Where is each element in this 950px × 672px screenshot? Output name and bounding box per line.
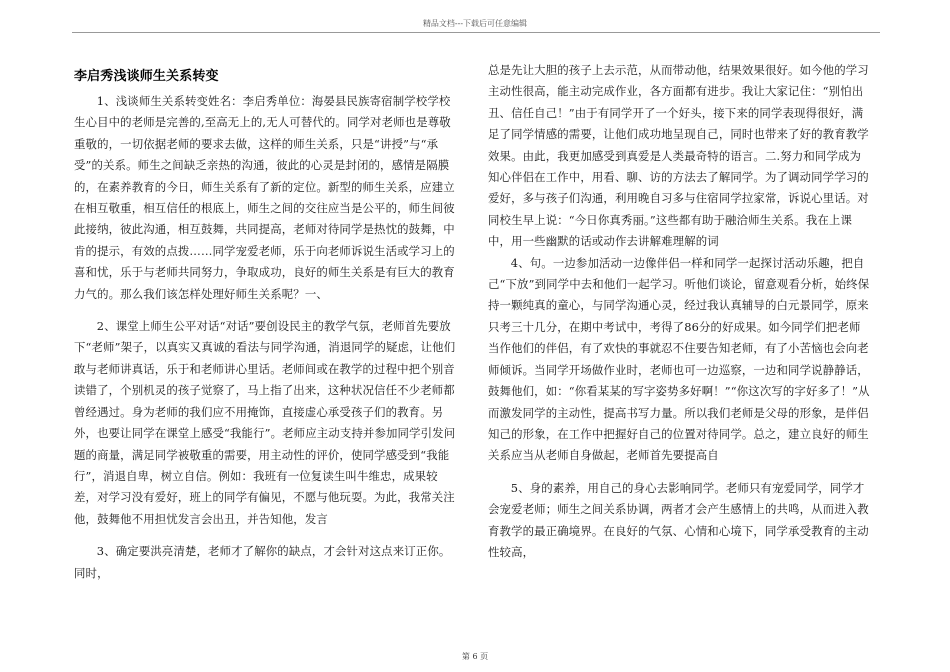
paragraph-5: 5、身的素养，用自己的身心去影响同学。老师只有宠爱同学，同学才会宠爱老师；师生之间关系协调，两者才会产生感情上的共鸣，从而进入教育教学的最正确境界。在良好的气氛、心情和心境下，同学承受教育的主动性较高， (488, 480, 869, 559)
header-divider (72, 32, 880, 33)
paragraph-3-continued: 总是先让大胆的孩子上去示范，从而带动他，结果效果很好。如今他的学习主动性很高，能主动完成作业，各方面都有进步。我让大家记住：“别怕出丑、信任自己！”由于有同学开了一个好头，接下来的同学表现得很好，满足了同学情感的需要，让他们成功地呈现自己，同时也带来了好的教育教学效果。由此，我更加感受到真爱是人类最奇特的语言。二.努力和同学成为知心伴侣在工作中，用看、聊、访的方法去了解同学。为了调动同学学习的爱好，多与孩子们沟通，利用晚自习多与住宿同学拉家常，诉说心里话。对同校生早上说：“今日你真秀丽。”这些都有助于融洽师生关系。我在上课中，用一些幽默的话或动作去讲解难理解的词 (488, 63, 869, 249)
page-number: 第 6 页 (461, 652, 489, 661)
paragraph-1: 1、浅谈师生关系转变姓名：李启秀单位：海晏县民族寄宿制学校学校生心目中的老师是完善的,至高无上的,无人可替代的。同学对老师也是尊敬重敬的，一切依据老师的要求去做，这样的师生关系，只是“讲授”与“承受”的关系。师生之间缺乏亲热的沟通，彼此的心灵是封闭的，感情是隔膜的，在素养教育的今日，师生关系有了新的定位。新型的师生关系，应建立在相互敬重，相互信任的根底上，师生之间的交往应当是公平的，师生间彼此接纳，彼此沟通，相互鼓舞，共同提高，老师对待同学是热忱的鼓舞，中肯的提示，有效的点拨……同学宠爱老师，乐于向老师诉说生活或学习上的喜和忧，乐于与老师共同努力，争取成功，良好的师生关系是有巨大的教育力气的。那么我们该怎样处理好师生关系呢？一、 (74, 94, 455, 301)
document-title: 李启秀浅谈师生关系转变 (74, 69, 219, 84)
left-column (74, 60, 458, 584)
paragraph-2: 2、课堂上师生公平对话“对话”要创设民主的教学气氛，老师首先要放下“老师”架子，以真实又真诚的看法与同学沟通，消退同学的疑虑，让他们敢与老师讲真话，乐于和老师讲心里话。老师间或在教学的过程中把个别音读错了，个别机灵的孩子觉察了，马上指了出来，这种状况信任不少老师都曾经遇过。身为老师的我们应不用掩饰，直接虚心承受孩子们的教育。另外，也要让同学在课堂上感受“我能行”。老师应主动支持并参加同学引发问题的商量，满足同学被敬重的需要，用主动性的评价，使同学感受到“我能行”，消退自卑，树立自信。例如：我班有一位复读生叫牛维忠，成果较差，对学习没有爱好，班上的同学有偏见，不愿与他玩耍。为此，我常关注他，鼓舞他不用担忧发言会出丑，并告知他，发言 (74, 319, 456, 526)
page-header: 精品文档---下载后可任意编辑 (422, 19, 528, 28)
paragraph-4: 4、句。一边参加活动一边像伴侣一样和同学一起探讨活动乐趣，把自己“下放”到同学中去和他们一起学习。听他们谈论，留意观看分析，始终保持一颗纯真的童心，与同学沟通心灵，经过我认真辅导的白元景同学，原来只考三十几分，在期中考试中，考得了86分的好成果。如今同学们把老师当作他们的伴侣，有了欢快的事就忍不住要告知老师，有了小苦恼也会向老师倾诉。当同学开场做作业时，老师也可一边巡察，一边和同学说静静话，鼓舞他们，如：“你看某某的写字姿势多好啊！”“你这次写的字好多了！”从而激发同学的主动性，提高书写力量。所以我们老师是父母的形象，是伴侣知己的形象，在工作中把握好自己的位置对待同学。总之，建立良好的师生关系应当从老师自身做起，老师首先要提高自 (488, 255, 870, 463)
right-column (488, 60, 872, 563)
paragraph-3: 3、确定要洪亮清楚，老师才了解你的缺点，才会针对这点来订正你。同时， (74, 544, 451, 580)
